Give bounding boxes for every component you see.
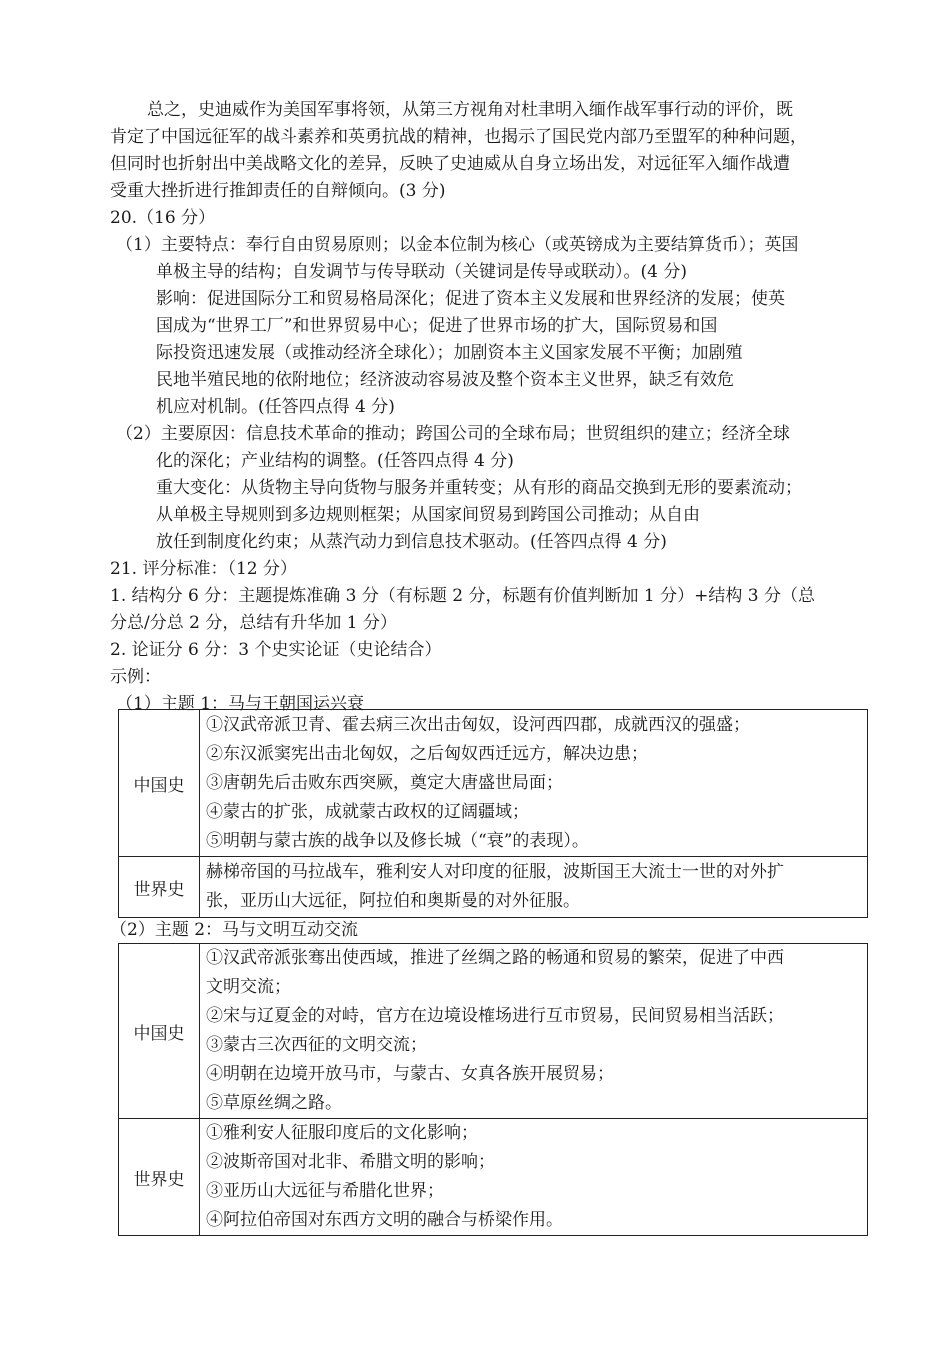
q20-1-line-7: 机应对机制。(任答四点得 4 分) (156, 397, 395, 417)
theme-2-world-item: ③亚历山大远征与希腊化世界； (206, 1181, 444, 1201)
theme-1-world-row (119, 857, 868, 918)
theme-2-china-label: 中国史 (119, 944, 200, 1119)
theme-1-world-content (200, 857, 868, 918)
theme-2-world-label: 世界史 (119, 1119, 200, 1236)
theme-1-china-row (119, 710, 868, 857)
q20-1-line-6: 民地半殖民地的依附地位；经济波动容易波及整个资本主义世界，缺乏有效危 (156, 370, 734, 390)
theme-2-china-item: ⑤草原丝绸之路。 (206, 1093, 342, 1113)
q20-2-line-2: 化的深化；产业结构的调整。(任答四点得 4 分) (156, 451, 514, 471)
theme-1-world-label: 世界史 (119, 857, 200, 918)
theme-1-china-item: ④蒙古的扩张，成就蒙古政权的辽阔疆域； (206, 801, 529, 822)
q20-heading: 20.（16 分） (110, 208, 216, 228)
q20-1-line-4: 国成为“世界工厂”和世界贸易中心；促进了世界市场的扩大，国际贸易和国 (156, 316, 718, 336)
theme-2-china-item: ①汉武帝派张骞出使西域，推进了丝绸之路的畅通和贸易的繁荣，促进了中西 (206, 948, 784, 968)
q21-example-label: 示例： (110, 667, 161, 687)
q20-1-line-2: 单极主导的结构；自发调节与传导联动（关键词是传导或联动）。(4 分) (156, 262, 687, 282)
q21-criterion-1a: 1. 结构分 6 分：主题提炼准确 3 分（有标题 2 分，标题有价值判断加 1 分）+结构 3 分（总 (110, 586, 815, 606)
summary-line-3: 但同时也折射出中美战略文化的差异，反映了史迪威从自身立场出发，对远征军入缅作战遭 (110, 154, 790, 174)
q20-2-line-1: （2）主要原因：信息技术革命的推动；跨国公司的全球布局；世贸组织的建立；经济全球 (116, 424, 790, 444)
q20-2-line-5: 放任到制度化约束；从蒸汽动力到信息技术驱动。(任答四点得 4 分) (156, 532, 667, 552)
q21-criterion-1b: 分总/分总 2 分，总结有升华加 1 分） (110, 613, 397, 633)
q20-1-line-5: 际投资迅速发展（或推动经济全球化）；加剧资本主义国家发展不平衡；加剧殖 (156, 343, 743, 363)
theme-1-china-item: ①汉武帝派卫青、霍去病三次出击匈奴，设河西四郡，成就西汉的强盛； (206, 714, 750, 735)
theme-1-china-label: 中国史 (119, 710, 200, 857)
theme-2-china-row (119, 944, 868, 1119)
theme-2-table (118, 943, 868, 1236)
summary-line-2: 肯定了中国远征军的战斗素养和英勇抗战的精神，也揭示了国民党内部乃至盟军的种种问题， (110, 127, 807, 147)
q21-heading: 21. 评分标准：（12 分） (110, 559, 297, 579)
theme-2-world-row (119, 1119, 868, 1236)
theme-1-table (118, 709, 868, 918)
theme-2-china-item: ④明朝在边境开放马市，与蒙古、女真各族开展贸易； (206, 1064, 614, 1084)
theme-1-china-content (200, 710, 868, 857)
theme-1-title: （1）主题 1：马与王朝国运兴衰 (116, 694, 365, 714)
summary-line-1: 总之，史迪威作为美国军事将领，从第三方视角对杜聿明入缅作战军事行动的评价，既 (147, 100, 793, 120)
theme-2-china-item: ②宋与辽夏金的对峙，官方在边境设榷场进行互市贸易，民间贸易相当活跃； (206, 1006, 784, 1026)
q20-1-line-1: （1）主要特点：奉行自由贸易原则；以金本位制为核心（或英镑成为主要结算货币）；英国 (116, 235, 799, 255)
theme-1-world-line: 赫梯帝国的马拉战车，雅利安人对印度的征服，波斯国王大流士一世的对外扩 (206, 862, 784, 882)
q20-2-line-3: 重大变化：从货物主导向货物与服务并重转变；从有形的商品交换到无形的要素流动； (156, 478, 802, 498)
theme-2-world-item: ①雅利安人征服印度后的文化影响； (206, 1123, 478, 1143)
q20-2-line-4: 从单极主导规则到多边规则框架；从国家间贸易到跨国公司推动；从自由 (156, 505, 700, 525)
theme-2-title: （2）主题 2：马与文明互动交流 (110, 920, 359, 940)
theme-2-china-content (200, 944, 868, 1119)
theme-2-china-item: ③蒙古三次西征的文明交流； (206, 1035, 427, 1055)
theme-1-china-item: ②东汉派窦宪出击北匈奴，之后匈奴西迁远方，解决边患； (206, 743, 648, 764)
theme-1-china-item: ③唐朝先后击败东西突厥，奠定大唐盛世局面； (206, 772, 563, 793)
theme-2-world-content (200, 1119, 868, 1236)
q21-criterion-2: 2. 论证分 6 分：3 个史实论证（史论结合） (110, 640, 442, 660)
theme-2-china-item: 文明交流； (206, 977, 291, 997)
theme-2-world-item: ④阿拉伯帝国对东西方文明的融合与桥梁作用。 (206, 1210, 563, 1230)
theme-1-world-line: 张，亚历山大远征，阿拉伯和奥斯曼的对外征服。 (206, 891, 580, 911)
q20-1-line-3: 影响：促进国际分工和贸易格局深化；促进了资本主义发展和世界经济的发展；使英 (156, 289, 785, 309)
theme-2-world-item: ②波斯帝国对北非、希腊文明的影响； (206, 1152, 495, 1172)
summary-line-4: 受重大挫折进行推卸责任的自辩倾向。(3 分) (110, 181, 446, 201)
theme-1-china-item: ⑤明朝与蒙古族的战争以及修长城（“衰”的表现）。 (206, 830, 589, 851)
